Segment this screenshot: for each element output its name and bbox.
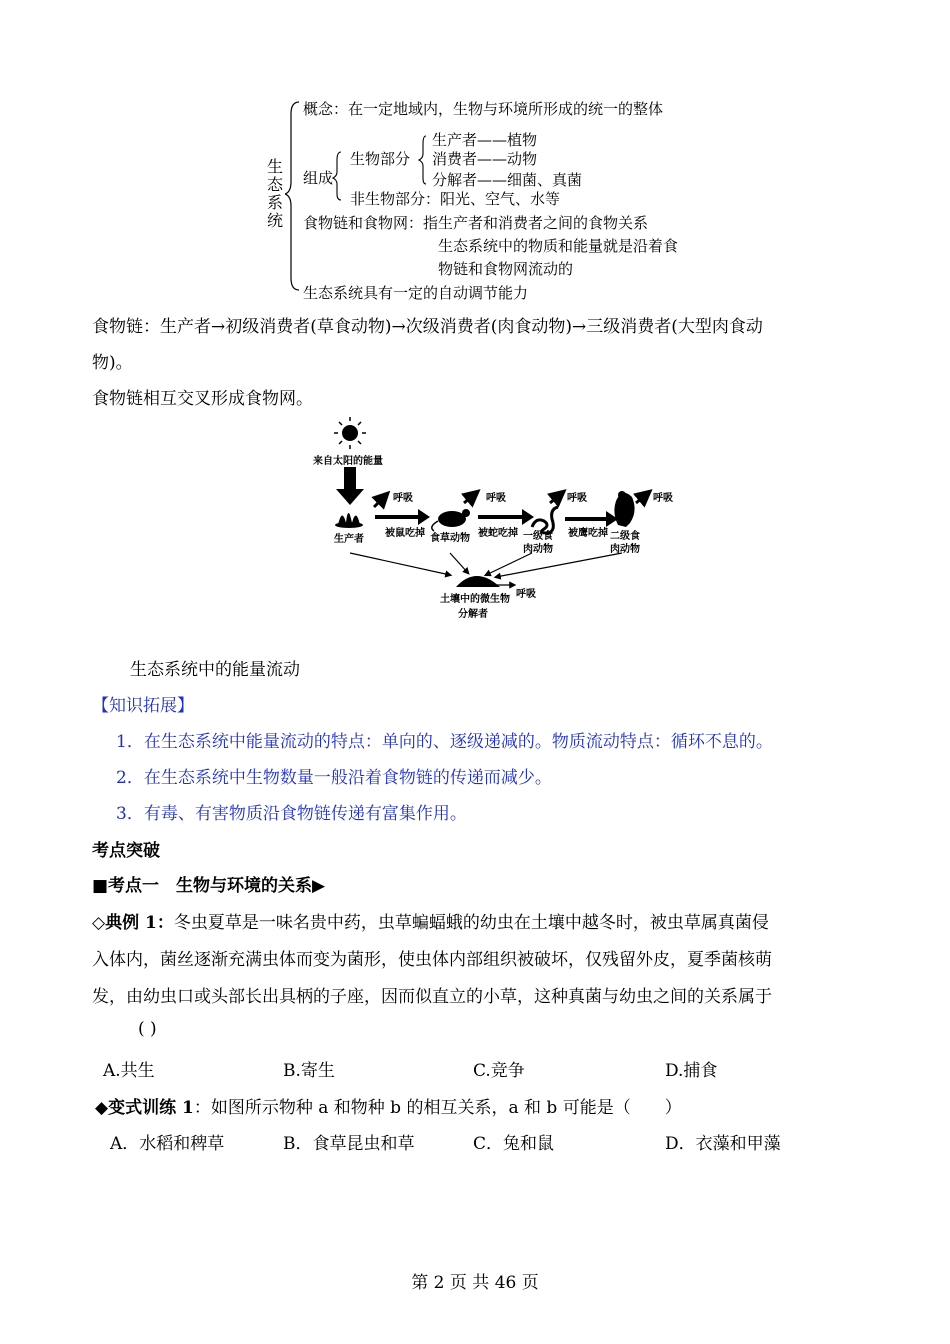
diagram-respiration-2: 呼吸 [486, 493, 506, 504]
hawk-to-soil [496, 553, 622, 577]
page-footer: 第 2 页 共 46 页 [411, 1273, 539, 1293]
diagram-respiration-4: 呼吸 [653, 493, 673, 504]
diagram-primary-carnivore-1: 一级食 [523, 531, 553, 542]
example-1-option-a: A.共生 [103, 1061, 155, 1081]
variant-1-label: ◆变式训练 1 [95, 1098, 194, 1118]
arrow-herbivore-snake [478, 509, 534, 525]
extension-item-2: 2．在生态系统中生物数量一般沿着食物链的传递而减少。 [116, 768, 552, 788]
outline-root: 生态系统 [267, 157, 284, 230]
respiration-arrow-4 [636, 493, 648, 503]
variant-1-option-d: D．衣藻和甲藻 [665, 1134, 781, 1154]
diagram-secondary-carnivore-1: 二级食 [610, 531, 640, 542]
example-1-text-1: 冬虫夏草是一味名贵中药，虫草蝙蝠蛾的幼虫在土壤中越冬时，被虫草属真菌侵 [173, 913, 769, 933]
outline-abiotic: 非生物部分：阳光、空气、水等 [350, 190, 561, 208]
diagram-eaten-by-hawk: 被鹰吃掉 [568, 528, 608, 539]
herbivore-to-soil [450, 553, 468, 573]
outline-producer: 生产者——植物 [432, 131, 538, 149]
outline-foodweb-2: 生态系统中的物质和能量就是沿着食 [438, 237, 679, 255]
foodchain-text-2: 物)。 [92, 353, 133, 373]
example-1-line-1 [92, 908, 769, 933]
variant-1-text: ：如图所示物种 a 和物种 b 的相互关系，a 和 b 可能是（ ） [193, 1098, 682, 1118]
diagram-secondary-carnivore-2: 肉动物 [610, 544, 640, 555]
outline-composition: 组成 [303, 169, 334, 187]
respiration-arrow-1 [374, 495, 386, 507]
brace-biotic [419, 136, 426, 184]
example-1-option-b: B.寄生 [283, 1061, 335, 1081]
variant-1-question [95, 1093, 682, 1118]
variant-1-option-b: B．食草昆虫和草 [283, 1134, 415, 1154]
topic-title: ■考点一 生物与环境的关系▶ [92, 876, 326, 896]
outline-foodweb-3: 物链和食物网流动的 [438, 260, 574, 278]
outline-consumer: 消费者——动物 [432, 150, 538, 168]
sun-energy-arrow-icon [336, 467, 364, 505]
example-1-line-2: 入体内，菌丝逐渐充满虫体而变为菌形，使虫体内部组织被破坏，仅残留外皮，夏季菌核萌 [92, 950, 772, 970]
soil-mound-icon [456, 576, 500, 587]
example-1-bracket: ( ) [138, 1019, 157, 1039]
diagram-primary-carnivore-2: 肉动物 [523, 544, 553, 555]
diagram-respiration-1: 呼吸 [393, 493, 413, 504]
diagram-soil-microbes: 土壤中的微生物 [440, 594, 510, 605]
extension-item-1: 1．在生态系统中能量流动的特点：单向的、逐级递减的。物质流动特点：循环不息的。 [116, 732, 773, 752]
foodchain-text-1: 食物链：生产者→初级消费者(草食动物)→次级消费者(肉食动物)→三级消费者(大型肉食动 [92, 317, 763, 337]
sun-icon [334, 417, 366, 449]
variant-1-option-a: A．水稻和稗草 [110, 1134, 225, 1154]
figure-caption: 生态系统中的能量流动 [130, 660, 300, 680]
example-1-option-c: C.竞争 [473, 1061, 525, 1081]
example-1-option-d: D.捕食 [665, 1061, 718, 1081]
diagram-herbivore: 食草动物 [430, 533, 470, 544]
extension-heading: 【知识拓展】 [92, 696, 194, 716]
extension-item-3: 3．有毒、有害物质沿食物链传递有富集作用。 [116, 804, 467, 824]
mouse-icon [432, 509, 470, 531]
diagram-producer: 生产者 [334, 534, 364, 545]
diagram-eaten-by-mouse: 被鼠吃掉 [385, 528, 425, 539]
outline-foodweb-1: 食物链和食物网：指生产者和消费者之间的食物关系 [303, 214, 649, 232]
hawk-icon [614, 491, 634, 527]
outline-concept: 概念：在一定地域内，生物与环境所形成的统一的整体 [303, 100, 664, 118]
diagram-eaten-by-snake: 被蛇吃掉 [478, 528, 518, 539]
producer-to-soil [350, 553, 450, 575]
brace-main [285, 102, 299, 290]
foodweb-text: 食物链相互交叉形成食物网。 [92, 389, 313, 409]
section-title: 考点突破 [92, 841, 160, 861]
outline-biotic: 生物部分 [350, 150, 411, 168]
plant-icon [335, 513, 363, 528]
diagram-sun-label: 来自太阳的能量 [313, 456, 383, 467]
variant-1-option-c: C．兔和鼠 [473, 1134, 555, 1154]
brace-composition [333, 152, 341, 200]
example-1-line-3: 发，由幼虫口或头部长出具柄的子座，因而似直立的小草，这种真菌与幼虫之间的关系属于 [92, 987, 772, 1007]
respiration-arrow-3 [550, 493, 562, 503]
respiration-arrow-2 [464, 493, 476, 503]
diagram-respiration-3: 呼吸 [567, 493, 587, 504]
outline-selfregulation: 生态系统具有一定的自动调节能力 [303, 284, 529, 302]
diagram-decomposer: 分解者 [458, 609, 488, 620]
diagram-soil-respiration: 呼吸 [516, 589, 536, 600]
arrow-producer-herbivore [375, 509, 430, 525]
outline-decomposer: 分解者——细菌、真菌 [432, 171, 583, 189]
example-1-label: ◇典例 1： [92, 913, 174, 933]
